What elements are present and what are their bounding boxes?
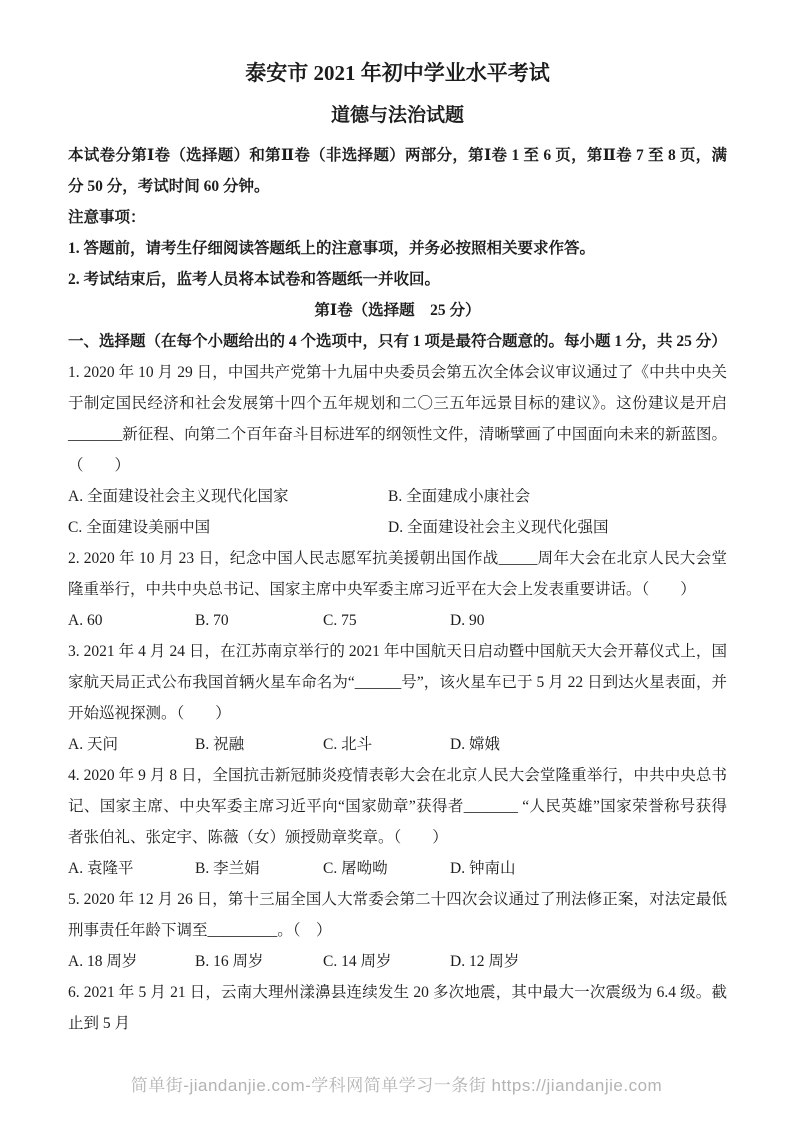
question-2-option-a: A. 60	[68, 612, 103, 629]
question-2-option-b: B. 70	[195, 612, 229, 629]
question-5-option-a: A. 18 周岁	[68, 953, 138, 970]
question-2-option-c: C. 75	[323, 612, 357, 629]
question-5-option-b: B. 16 周岁	[195, 953, 264, 970]
question-2-option-d: D. 90	[450, 612, 485, 629]
footer-watermark: 简单街-jiandanjie.com-学科网简单学习一条街 https://jiandanjie.com	[130, 1076, 663, 1095]
question-1-option-d: D. 全面建设社会主义现代化强国	[388, 519, 609, 536]
question-4-option-d: D. 钟南山	[450, 860, 516, 877]
question-3-option-d: D. 嫦娥	[450, 736, 500, 753]
question-4-option-b: B. 李兰娟	[195, 860, 260, 877]
section-1-title: 第Ⅰ卷（选择题 25 分）	[314, 302, 481, 319]
question-1-option-c: C. 全面建设美丽中国	[68, 519, 211, 536]
part-1-heading: 一、选择题（在每个小题给出的 4 个选项中，只有 1 项是最符合题意的。每小题 1 分，共 25 分）	[68, 333, 727, 350]
exam-intro: 本试卷分第Ⅰ卷（选择题）和第Ⅱ卷（非选择题）两部分，第Ⅰ卷 1 至 6 页，第Ⅱ卷 7 至 8 页，满分 50 分，考试时间 60 分钟。	[68, 147, 727, 195]
question-3-options	[68, 729, 727, 760]
question-3-option-b: B. 祝融	[195, 736, 245, 753]
question-3-stem: 3. 2021 年 4 月 24 日，在江苏南京举行的 2021 年中国航天日启动暨中国航天大会开幕仪式上，国家航天局正式公布我国首辆火星车命名为“______号”，该火星车已于 5 月 22 日到达火星表面，并开始巡视探测。（ ）	[68, 643, 727, 722]
question-1-option-b: B. 全面建成小康社会	[388, 488, 531, 505]
question-4-options	[68, 853, 727, 884]
question-1-stem: 1. 2020 年 10 月 29 日，中国共产党第十九届中央委员会第五次全体会议审议通过了《中共中央关于制定国民经济和社会发展第十四个五年规划和二〇三五年远景目标的建议》。这份建议是开启_______新征程、向第二个百年奋斗目标进军的纲领性文件，清晰擘画了中国面向未来的新蓝图。（ ）	[68, 364, 727, 474]
question-3-option-c: C. 北斗	[323, 736, 373, 753]
question-5-options	[68, 946, 727, 977]
question-4-option-a: A. 袁隆平	[68, 860, 134, 877]
paper-subtitle: 道德与法治试题	[330, 105, 464, 126]
question-5-stem: 5. 2020 年 12 月 26 日，第十三届全国人大常委会第二十四次会议通过了刑法修正案，对法定最低刑事责任年龄下调至_________。（ ）	[68, 891, 727, 939]
question-1-option-a: A. 全面建设社会主义现代化国家	[68, 488, 289, 505]
notice-title: 注意事项：	[68, 209, 146, 226]
notice-item-2: 2. 考试结束后，监考人员将本试卷和答题纸一并收回。	[68, 271, 441, 288]
question-5-option-c: C. 14 周岁	[323, 953, 392, 970]
page-title: 泰安市 2021 年初中学业水平考试	[245, 61, 550, 85]
question-4-stem: 4. 2020 年 9 月 8 日，全国抗击新冠肺炎疫情表彰大会在北京人民大会堂隆重举行，中共中央总书记、国家主席、中央军委主席习近平向“国家勋章”获得者_______ “人民英雄”国家荣誉称号获得者张伯礼、张定宇、陈薇（女）颁授勋章奖章。（ ）	[68, 767, 727, 846]
question-1-options	[68, 481, 727, 543]
question-4-option-c: C. 屠呦呦	[323, 860, 388, 877]
question-6-stem: 6. 2021 年 5 月 21 日，云南大理州漾濞县连续发生 20 多次地震，其中最大一次震级为 6.4 级。截止到 5 月	[68, 984, 727, 1032]
question-5-option-d: D. 12 周岁	[450, 953, 520, 970]
question-3-option-a: A. 天问	[68, 736, 118, 753]
question-2-options	[68, 605, 727, 636]
notice-item-1: 1. 答题前，请考生仔细阅读答题纸上的注意事项，并务必按照相关要求作答。	[68, 240, 596, 257]
question-2-stem: 2. 2020 年 10 月 23 日，纪念中国人民志愿军抗美援朝出国作战_____周年大会在北京人民大会堂隆重举行，中共中央总书记、国家主席中央军委主席习近平在大会上发表重要讲话。（ ）	[68, 550, 727, 598]
